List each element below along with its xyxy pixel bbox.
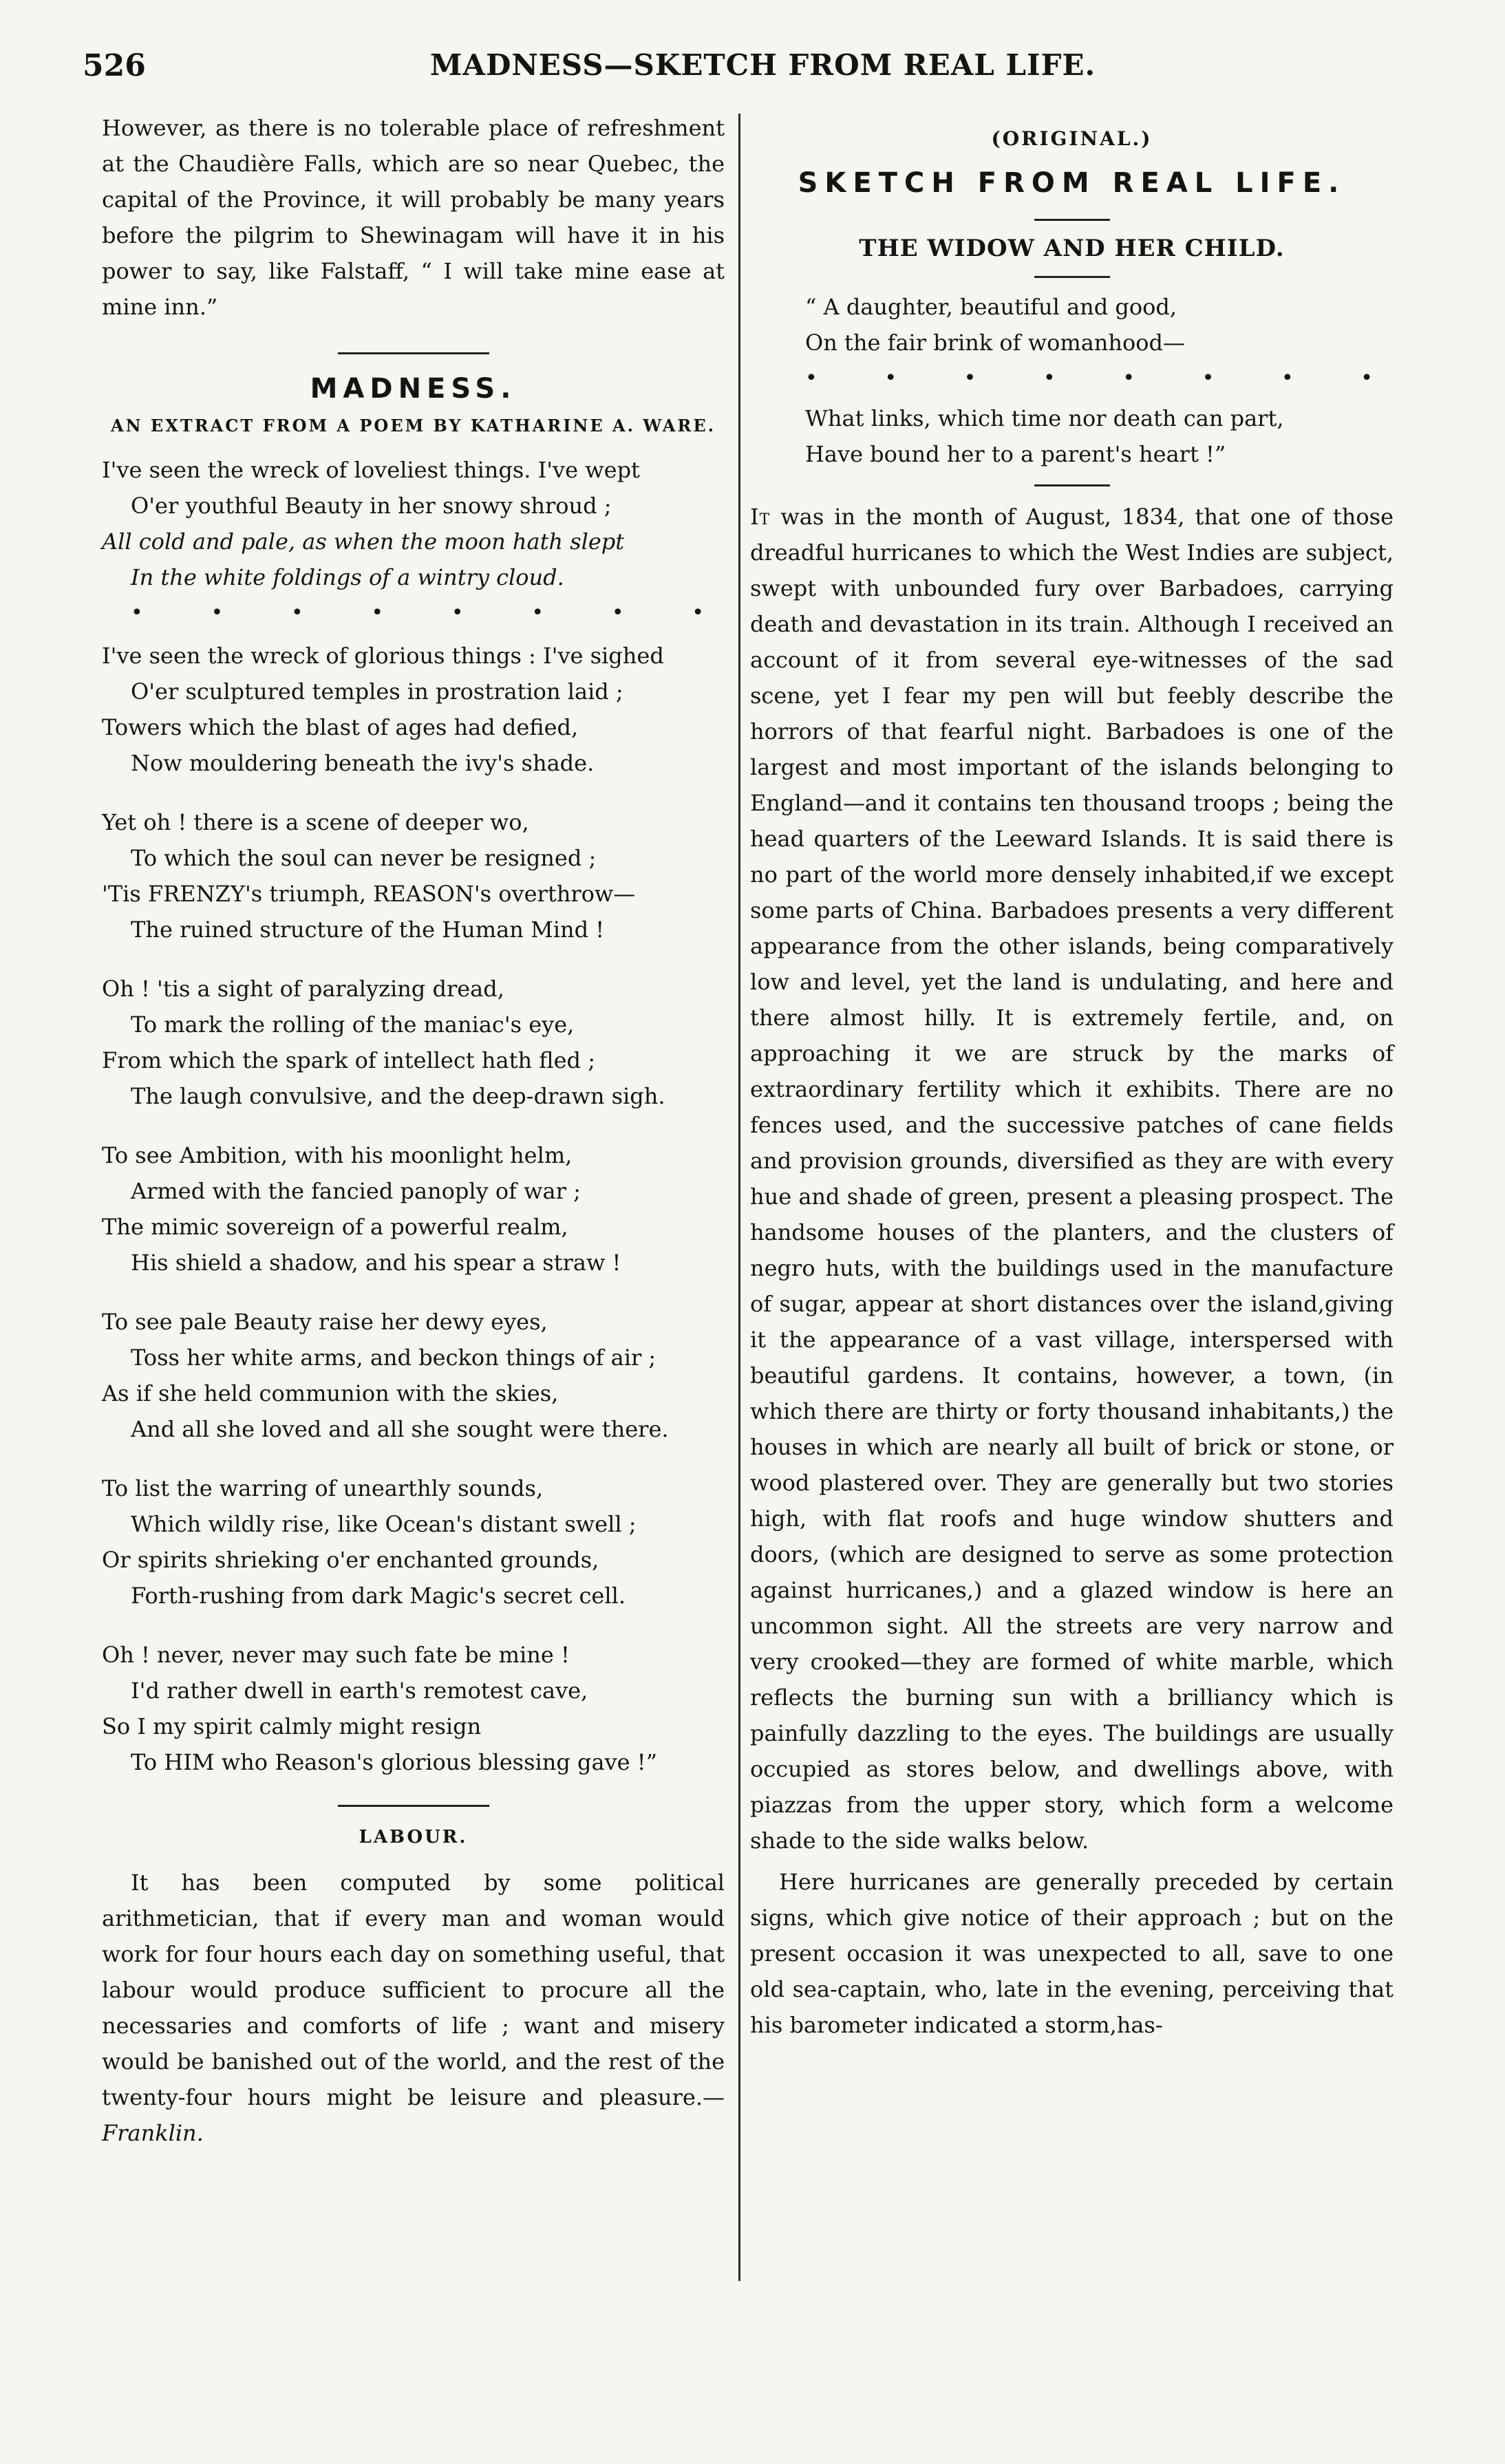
verse-line: All cold and pale, as when the moon hath slept <box>102 528 625 555</box>
ornament-stars <box>102 595 725 631</box>
section-rule <box>338 352 489 354</box>
star: • <box>1360 366 1373 390</box>
running-title: MADNESS—SKETCH FROM REAL LIFE. <box>429 48 1096 82</box>
verse-line: To which the soul can never be resigned ; <box>131 845 597 871</box>
intro-paragraph: However, as there is no tolerable place of refreshment at the Chaudière Falls, which are so near Quebec, the capital of the Province, it will probably be many years before the pilgrim to Shewinagam will have it in his power to say, like Falstaff, “ I will take mine ease at mine inn.” <box>102 115 725 320</box>
star: • <box>963 366 976 390</box>
verse-line: 'Tis FRENZY's triumph, REASON's overthrow— <box>102 881 636 907</box>
left-column <box>102 110 725 2151</box>
sketch-title: SKETCH FROM REAL LIFE. <box>798 167 1346 199</box>
stanza-2 <box>102 638 725 781</box>
verse-line: Toss her white arms, and beckon things of air ; <box>131 1345 657 1371</box>
verse-line: Towers which the blast of ages had defied, <box>102 714 579 740</box>
stanza-1 <box>102 452 725 595</box>
verse-line: Yet oh ! there is a scene of deeper wo, <box>102 809 529 835</box>
epigraph <box>750 289 1394 361</box>
verse-line: In the white foldings of a wintry cloud. <box>131 564 564 590</box>
star: • <box>692 601 704 625</box>
verse-line: O'er youthful Beauty in her snowy shroud ; <box>131 493 612 519</box>
verse-line: I've seen the wreck of glorious things : I've sighed <box>102 643 664 669</box>
verse-line: To list the warring of unearthly sounds, <box>102 1475 544 1501</box>
verse-line: Oh ! 'tis a sight of paralyzing dread, <box>102 976 504 1002</box>
verse-line: I've seen the wreck of loveliest things. I've wept <box>102 457 640 483</box>
stanza-5 <box>102 1137 725 1281</box>
verse-line: To HIM who Reason's glorious blessing gave !” <box>131 1749 657 1775</box>
verse-line: From which the spark of intellect hath fled ; <box>102 1047 595 1073</box>
page-header <box>83 48 1443 96</box>
verse-line: Forth-rushing from dark Magic's secret cell. <box>131 1583 626 1609</box>
verse-line: Have bound her to a parent's heart !” <box>805 441 1226 467</box>
verse-line: The ruined structure of the Human Mind ! <box>131 917 605 943</box>
verse-line: Which wildly rise, like Ocean's distant swell ; <box>131 1511 637 1537</box>
stanza-4 <box>102 971 725 1114</box>
verse-line: To see Ambition, with his moonlight helm, <box>102 1142 573 1168</box>
verse-line: I'd rather dwell in earth's remotest cave, <box>131 1678 588 1704</box>
verse-line: Now mouldering beneath the ivy's shade. <box>131 750 595 776</box>
verse-line: As if she held communion with the skies, <box>102 1380 559 1406</box>
ornament-stars <box>750 361 1394 396</box>
stanza-3 <box>102 804 725 947</box>
labour-title: LABOUR. <box>359 1827 468 1847</box>
star: • <box>805 366 818 390</box>
stanza-7 <box>102 1470 725 1614</box>
labour-attribution: —Franklin. <box>102 2084 725 2146</box>
original-tag: (ORIGINAL.) <box>991 127 1153 150</box>
star: • <box>1202 366 1215 390</box>
star: • <box>211 601 224 625</box>
verse-line: To mark the rolling of the maniac's eye, <box>131 1011 575 1038</box>
madness-subtitle: AN EXTRACT FROM A POEM BY KATHARINE A. WARE. <box>111 416 716 436</box>
story-paragraph-1: It was in the month of August, 1834, that one of those dreadful hurricanes to which the West Indies are subject, swept with unbounded fury over Barbadoes, carrying death and devastation in its train. Although I received an account of it from several eye-witnesses of the sad scene, yet I fear my pen will but feebly describe the horrors of that fearful night. Barbadoes is one of the largest and most important of the islands belonging to England—and it contains ten thousand troops ; being the head quarters of the Leeward Islands. It is said there is no part of the world more densely inhabited,if we except some parts of China. Barbadoes presents a very different appearance from the other islands, being comparatively low and level, yet the land is undulating, and here and there almost hilly. It is extremely fertile, and, on approaching it we are struck by the marks of extraordinary fertility which it exhibits. There are no fences used, and the successive patches of cane fields and provision grounds, diversified as they are with every hue and shade of green, present a pleasing prospect. The handsome houses of the planters, and the clusters of negro huts, with the buildings used in the manufacture of sugar, appear at short distances over the island,giving it the appearance of a vast village, interspersed with beautiful gardens. It contains, however, a town, (in which there are thirty or forty thousand inhabitants,) the houses in which are nearly all built of brick or stone, or wood plastered over. They are generally but two stories high, with flat roofs and huge window shutters and doors, (which are designed to serve as some protection against hurricanes,) and a glazed window is here an uncommon sight. All the streets are very narrow and very crooked—they are formed of white marble, which reflects the burning sun with a brilliancy which is painfully dazzling to the eyes. The buildings are usually occupied as stores below, and dwellings above, with piazzas from the upper story, which form a welcome shade to the side walks below. <box>750 504 1394 1854</box>
verse-line: So I my spirit calmly might resign <box>102 1713 482 1739</box>
star: • <box>1043 366 1056 390</box>
verse-line: On the fair brink of womanhood— <box>805 330 1185 356</box>
star: • <box>451 601 464 625</box>
star: • <box>371 601 384 625</box>
star: • <box>1122 366 1135 390</box>
verse-line: What links, which time nor death can part, <box>805 405 1284 431</box>
verse-line: To see pale Beauty raise her dewy eyes, <box>102 1309 548 1335</box>
section-rule <box>1034 484 1110 486</box>
star: • <box>290 601 303 625</box>
verse-line: “ A daughter, beautiful and good, <box>805 294 1177 320</box>
title-rule <box>1034 219 1110 221</box>
section-rule <box>338 1805 489 1807</box>
labour-paragraph: It has been computed by some political arithmetician, that if every man and woman would work for four hours each day on something useful, that labour would produce sufficient to procure all the necessaries and comforts of life ; want and misery would be banished out of the world, and the rest of the twenty-four hours might be leisure and pleasure.—Franklin. <box>102 1870 725 2146</box>
star: • <box>531 601 544 625</box>
epigraph <box>750 400 1394 472</box>
verse-line: Armed with the fancied panoply of war ; <box>131 1178 581 1204</box>
verse-line: The laugh convulsive, and the deep-drawn sigh. <box>131 1083 665 1109</box>
verse-line: And all she loved and all she sought were there. <box>131 1416 669 1442</box>
verse-line: His shield a shadow, and his spear a straw ! <box>131 1250 621 1276</box>
right-column <box>750 110 1394 2043</box>
star: • <box>131 601 143 625</box>
madness-title: MADNESS. <box>310 373 517 405</box>
verse-line: Oh ! never, never may such fate be mine ! <box>102 1642 570 1668</box>
verse-line: O'er sculptured temples in prostration laid ; <box>131 678 623 705</box>
stanza-6 <box>102 1304 725 1447</box>
column-divider <box>738 114 740 2281</box>
title-rule <box>1034 276 1110 278</box>
stanza-8 <box>102 1637 725 1780</box>
page-number: 526 <box>83 48 146 83</box>
star: • <box>611 601 624 625</box>
star: • <box>1281 366 1294 390</box>
verse-line: Or spirits shrieking o'er enchanted grounds, <box>102 1547 599 1573</box>
story-paragraph-2: Here hurricanes are generally preceded by certain signs, which give notice of their approach ; but on the present occasion it was unexpected to all, save to one old sea-captain, who, late in the evening, perceiving that his barometer indicated a storm,has- <box>750 1869 1394 2038</box>
story-title: THE WIDOW AND HER CHILD. <box>859 235 1285 262</box>
star: • <box>884 366 897 390</box>
verse-line: The mimic sovereign of a powerful realm, <box>102 1214 568 1240</box>
